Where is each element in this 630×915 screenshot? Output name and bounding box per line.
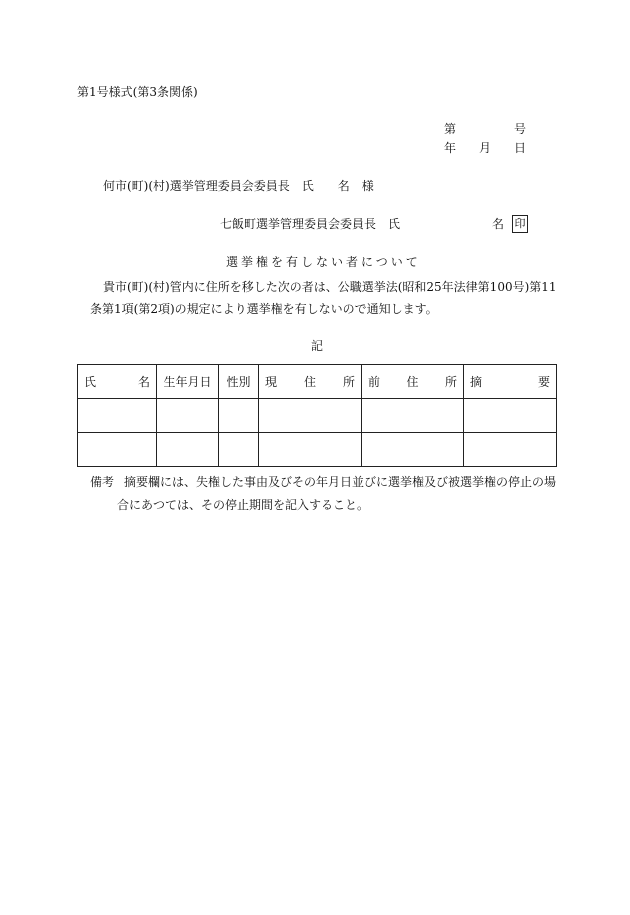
table-cell (157, 433, 219, 467)
header-birthdate: 生年月日 (157, 365, 219, 399)
table-cell (362, 399, 464, 433)
table-cell (78, 399, 157, 433)
header-remarks: 摘 要 (464, 365, 557, 399)
number-prefix: 第 (444, 122, 457, 136)
date-day: 日 (513, 141, 526, 155)
table-header-row (78, 365, 557, 399)
ki-heading: 記 (311, 339, 324, 353)
body-line-1: 貴市(町)(村)管内に住所を移した次の者は、公職選挙法(昭和25年法律第100号)第11 (103, 280, 557, 294)
table-cell (259, 433, 362, 467)
table-cell (78, 433, 157, 467)
table-cell (219, 433, 259, 467)
date-year: 年 (444, 141, 457, 155)
table-row (78, 433, 557, 467)
addressee: 何市(町)(村)選挙管理委員会委員長 氏 名 様 (103, 179, 374, 193)
header-previous-address: 前 住 所 (362, 365, 464, 399)
table-cell (157, 399, 219, 433)
date-month: 月 (478, 141, 491, 155)
remarks-line-2: 合にあつては、その停止期間を記入すること。 (117, 498, 370, 512)
table-cell (362, 433, 464, 467)
header-gender: 性別 (219, 365, 259, 399)
table-cell (464, 399, 557, 433)
remarks-label: 備考 (90, 475, 115, 489)
header-name: 氏 名 (78, 365, 157, 399)
subject-title: 選挙権を有しない者について (226, 255, 421, 269)
header-current-address: 現 住 所 (259, 365, 362, 399)
number-line (444, 122, 526, 136)
date-line (444, 141, 526, 155)
table-cell (259, 399, 362, 433)
table-cell (219, 399, 259, 433)
seal-mark: 印 (512, 215, 528, 233)
number-suffix: 号 (513, 122, 526, 136)
body-line-2: 条第1項(第2項)の規定により選挙権を有しないので通知します。 (90, 302, 438, 316)
notice-table (77, 364, 557, 467)
remarks-line-1: 摘要欄には、失権した事由及びその年月日並びに選挙権及び被選挙権の停止の場 (124, 475, 557, 489)
table-row (78, 399, 557, 433)
form-label: 第1号様式(第3条関係) (77, 85, 198, 99)
sender-title: 七飯町選挙管理委員会委員長 氏 (220, 217, 401, 231)
table-cell (464, 433, 557, 467)
sender-name-suffix: 名 (492, 217, 505, 231)
